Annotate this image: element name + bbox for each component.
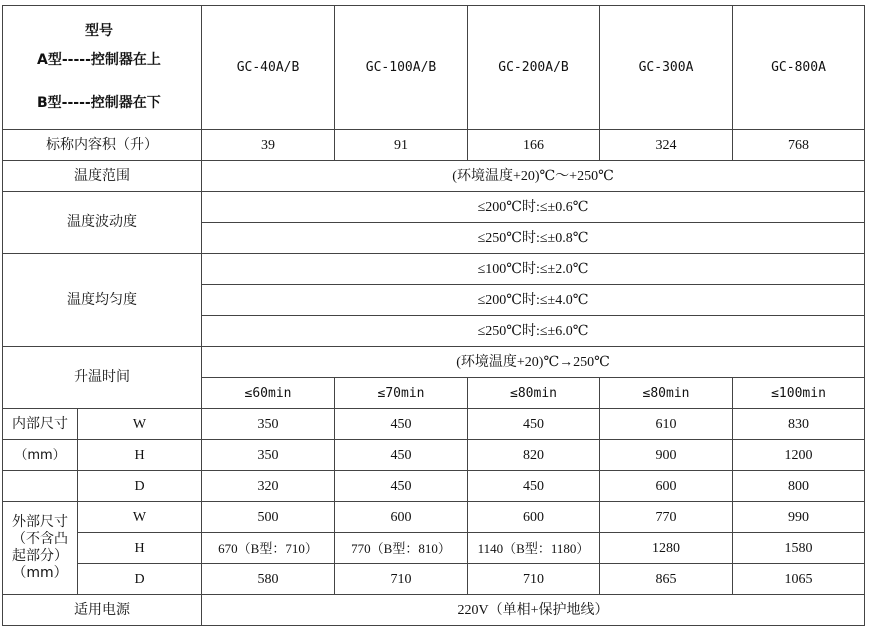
dim-label: D: [78, 564, 202, 595]
fluctuation-value: ≤200℃时:≤±0.6℃: [202, 192, 865, 223]
model-name: GC-40A/B: [202, 6, 335, 130]
dim-label: W: [78, 502, 202, 533]
dim-label: D: [78, 471, 202, 502]
dim-value: 710: [335, 564, 468, 595]
outer-dim-row: [3, 502, 865, 533]
inner-size-unit: （mm）: [3, 440, 78, 471]
dim-value: 670（B型：710）: [202, 533, 335, 564]
dim-label: H: [78, 533, 202, 564]
power-label: 适用电源: [3, 595, 202, 626]
dim-value: 1200: [733, 440, 865, 471]
volume-label: 标称内容积（升）: [3, 130, 202, 161]
outer-size-label: 外部尺寸: [12, 514, 68, 530]
dim-value: 800: [733, 471, 865, 502]
dim-value: 350: [202, 409, 335, 440]
dim-value: 610: [600, 409, 733, 440]
dim-value: 1580: [733, 533, 865, 564]
dim-value: 450: [468, 471, 600, 502]
dim-value: 500: [202, 502, 335, 533]
volume-value: 39: [202, 130, 335, 161]
model-name: GC-100A/B: [335, 6, 468, 130]
dim-value: 350: [202, 440, 335, 471]
dim-value: 450: [335, 471, 468, 502]
volume-value: 166: [468, 130, 600, 161]
heatup-value: ≤80min: [468, 378, 600, 409]
dim-label: W: [78, 409, 202, 440]
model-header-cell: [3, 6, 202, 130]
uniformity-value: ≤100℃时:≤±2.0℃: [202, 254, 865, 285]
dim-value: 1065: [733, 564, 865, 595]
type-a-note: A型-----控制器在上: [37, 52, 161, 68]
volume-value: 324: [600, 130, 733, 161]
volume-row: [3, 130, 865, 161]
temp-range-row: [3, 161, 865, 192]
dim-value: 320: [202, 471, 335, 502]
dim-value: 710: [468, 564, 600, 595]
heatup-value: ≤60min: [202, 378, 335, 409]
heatup-value: ≤80min: [600, 378, 733, 409]
uniformity-label: 温度均匀度: [3, 254, 202, 347]
power-row: [3, 595, 865, 626]
inner-dim-row: [3, 409, 865, 440]
inner-size-label: 内部尺寸: [3, 409, 78, 440]
dim-value: 1280: [600, 533, 733, 564]
header-row: [3, 6, 865, 130]
uniformity-value: ≤200℃时:≤±4.0℃: [202, 285, 865, 316]
model-label: 型号: [85, 23, 113, 39]
temp-range-value: (环境温度+20)℃～+250℃: [202, 161, 865, 192]
volume-value: 768: [733, 130, 865, 161]
model-name: GC-800A: [733, 6, 865, 130]
heatup-label: 升温时间: [3, 347, 202, 409]
dim-value: 830: [733, 409, 865, 440]
fluctuation-value: ≤250℃时:≤±0.8℃: [202, 223, 865, 254]
dim-value: 600: [335, 502, 468, 533]
temp-range-label: 温度范围: [3, 161, 202, 192]
uniformity-value: ≤250℃时:≤±6.0℃: [202, 316, 865, 347]
dim-value: 450: [335, 409, 468, 440]
volume-value: 91: [335, 130, 468, 161]
heatup-range: (环境温度+20)℃→250℃: [202, 347, 865, 378]
spec-table: [2, 5, 865, 626]
outer-size-label-cell: [3, 502, 78, 595]
dim-value: 600: [468, 502, 600, 533]
dim-value: 580: [202, 564, 335, 595]
dim-label: H: [78, 440, 202, 471]
dim-value: 990: [733, 502, 865, 533]
dim-value: 1140（B型：1180）: [468, 533, 600, 564]
empty-cell: [3, 471, 78, 502]
heatup-row: [3, 347, 865, 378]
dim-value: 865: [600, 564, 733, 595]
heatup-value: ≤70min: [335, 378, 468, 409]
dim-value: 900: [600, 440, 733, 471]
fluctuation-row: [3, 192, 865, 223]
uniformity-row: [3, 254, 865, 285]
type-b-note: B型-----控制器在下: [37, 95, 161, 111]
outer-dim-row: [3, 533, 865, 564]
dim-value: 600: [600, 471, 733, 502]
outer-size-note: （不含凸: [12, 531, 68, 547]
heatup-value: ≤100min: [733, 378, 865, 409]
inner-dim-row: [3, 471, 865, 502]
dim-value: 770: [600, 502, 733, 533]
model-name: GC-300A: [600, 6, 733, 130]
outer-dim-row: [3, 564, 865, 595]
dim-value: 770（B型：810）: [335, 533, 468, 564]
dim-value: 450: [468, 409, 600, 440]
power-value: 220V（单相+保护地线）: [202, 595, 865, 626]
fluctuation-label: 温度波动度: [3, 192, 202, 254]
model-name: GC-200A/B: [468, 6, 600, 130]
outer-size-unit: （mm）: [12, 565, 68, 581]
outer-size-note: 起部分）: [12, 548, 68, 564]
dim-value: 450: [335, 440, 468, 471]
dim-value: 820: [468, 440, 600, 471]
inner-dim-row: [3, 440, 865, 471]
